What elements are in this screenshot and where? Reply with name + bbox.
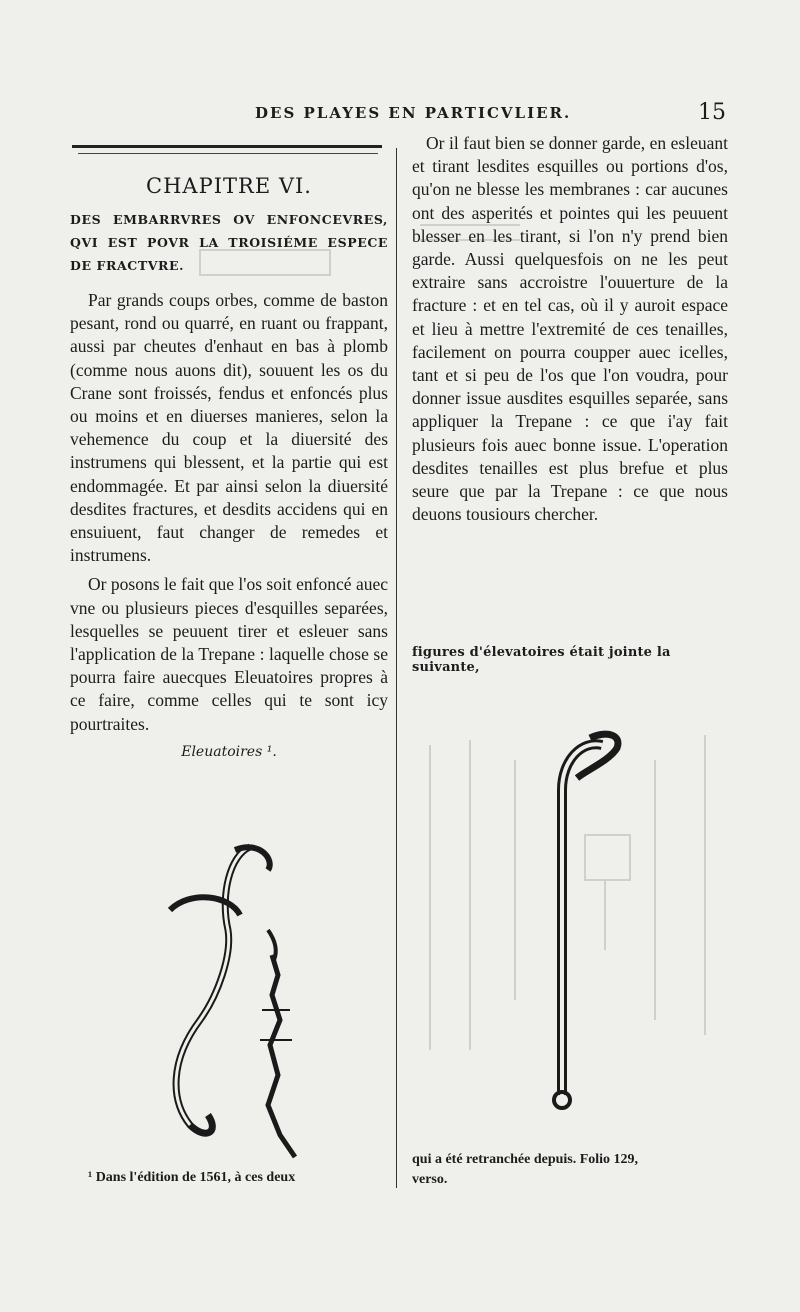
right-paragraph: Or il faut bien se donner garde, en esleuant et tirant lesdites esquilles ou portions d'os, qu'on ne blesse les membranes : car aucunes ont des asperités et pointes qui les peuuent blesser en les tirant, si l'on n'y prend bien garde. Aussi quelquesfois on ne les peut extraire sans accroistre l'ouuerture de la fracture : et en tel cas, où il y auroit espace et lieu à mettre l'extremité de ces tenailles, facilement on pourra coupper auec icelles, tant et si peu de l'os que l'on voudra, pour donner issue ausdites esquilles separée, sans appliquer la Trepane : ce que i'ay fait plusieurs fois auec bonne issue. L'operation desdites tenailles est plus brefue et plus seure que par la Trepane : ce que nous deuons tousiours chercher. [412, 133, 728, 525]
paragraph-2: Or posons le fait que l'os soit enfoncé auec vne ou plusieurs pieces d'esquilles separées, lesquelles se peuuent tirer et esleuer sans l'application de la Trepane : laquelle chose se pourra faire auecques Eleuatoires propres à ce faire, comme celles qui te sont icy pourtraites. [70, 574, 388, 734]
left-column [70, 168, 388, 760]
top-rule-thin [78, 153, 378, 154]
paragraph-1: Par grands coups orbes, comme de baston pesant, rond ou quarré, en ruant ou frappant, aussi par cheutes d'enhaut en bas à plomb (comme nous auons dit), souuent les os du Crane sont froissés, fendus et enfoncés plus ou moins et en diuerses manieres, selon la vehemence du coup et la diuersité des instrumens qui blessent, et la partie qui est endommagée. Et par ainsi selon la diuersité desdites fractures, et desdits accidens qui en ensuiuent, faut changer de remedes et instrumens. [70, 290, 388, 566]
figure-caption: Eleuatoires ¹. [181, 743, 277, 760]
right-footnote-line-3: verso. [412, 1172, 448, 1187]
right-footnote-continuation: figures d'élevatoires était jointe la suivante, [412, 645, 671, 675]
page-number: 15 [698, 100, 726, 125]
right-footnote-line-2: qui a été retranchée depuis. Folio 129, [412, 1152, 639, 1167]
curved-elevator-illustration [412, 700, 732, 1130]
right-column [412, 132, 728, 526]
running-head: DES PLAYES EN PARTICVLIER. [255, 104, 572, 122]
chapter-title: CHAPITRE VI. [146, 174, 312, 198]
section-title: DES EMBARRVRES OV ENFONCEVRES, QVI EST POVR LA TROISIÉME ESPECE DE FRACTVRE. [70, 212, 388, 273]
elevator-tools-illustration [150, 835, 325, 1165]
top-rule [72, 145, 382, 148]
footnote-left: ¹ Dans l'édition de 1561, à ces deux [88, 1170, 296, 1185]
right-footnote-end [412, 1150, 732, 1190]
column-divider [396, 148, 397, 1188]
